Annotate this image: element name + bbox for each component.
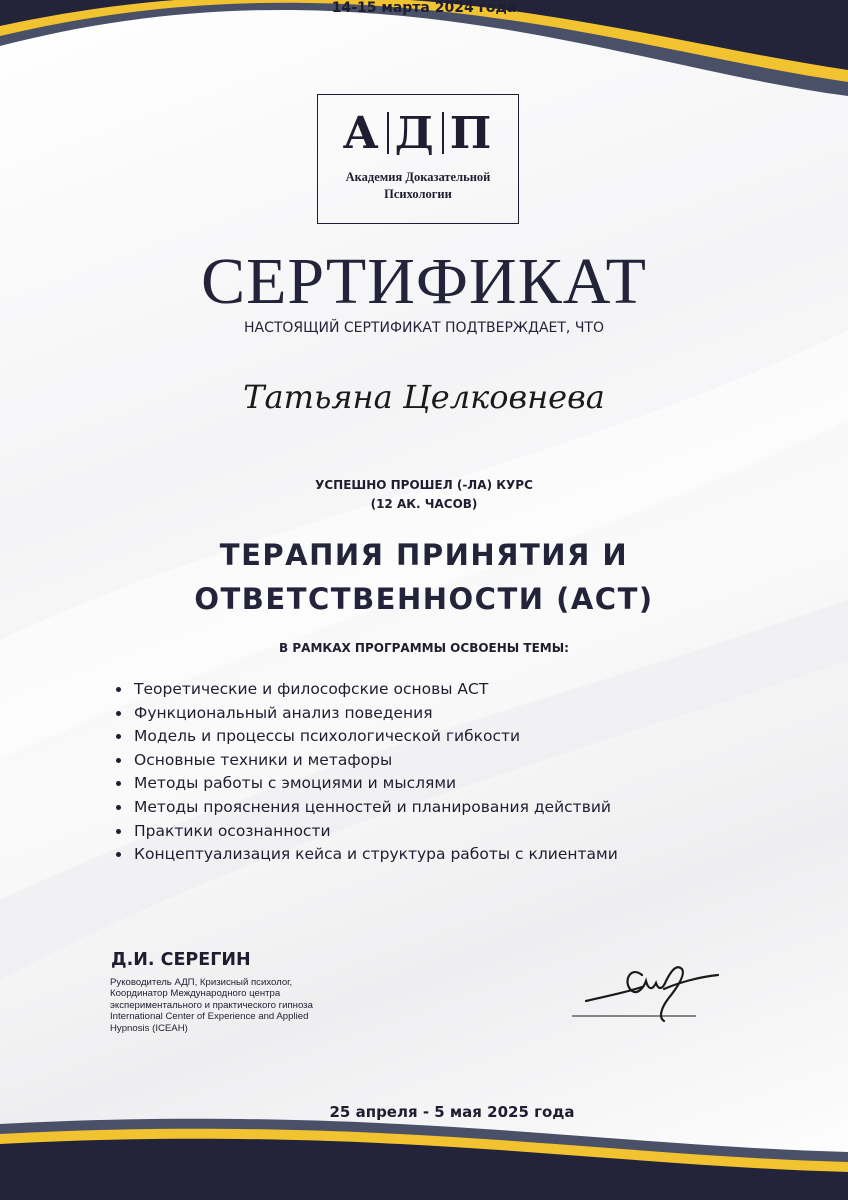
topic-item: • Методы работы с эмоциями и мыслями (132, 772, 618, 796)
topic-item: • Методы прояснения ценностей и планирования действий (132, 796, 618, 820)
certificate-subtitle: НАСТОЯЩИЙ СЕРТИФИКАТ ПОДТВЕРЖДАЕТ, ЧТО (243, 320, 604, 336)
header-date: 14-15 марта 2024 года (331, 0, 517, 16)
logo-divider (387, 112, 389, 154)
course-title (0, 533, 848, 621)
course-hours: (12 АК. ЧАСОВ) (370, 497, 478, 511)
signer-role: Руководитель АДП, Кризисный психолог, Координатор Международного центра экспериментального и практического гипноза International Center of Experience and Applied Hypnosis (ICEAH) (110, 977, 313, 1034)
topic-item: • Практики осознанности (132, 820, 618, 844)
logo-letter: А (342, 108, 381, 159)
logo-name: Академия Доказательной Психологии (345, 170, 491, 201)
topics-heading: В РАМКАХ ПРОГРАММЫ ОСВОЕНЫ ТЕМЫ: (279, 641, 569, 655)
recipient-name: Татьяна Целковнева (243, 378, 605, 416)
topic-item: • Теоретические и философские основы АСТ (132, 678, 618, 702)
certificate-title: СЕРТИФИКАТ (201, 245, 647, 318)
signature-image (572, 955, 722, 1030)
signer-name: Д.И. СЕРЕГИН (111, 950, 251, 970)
topic-item: • Основные техники и метафоры (132, 749, 618, 773)
footer-date: 25 апреля - 5 мая 2025 года (329, 1103, 575, 1121)
topics-list (114, 678, 618, 867)
course-title-line: ОТВЕТСТВЕННОСТИ (АСТ) (194, 582, 654, 616)
completion-statement (0, 476, 848, 514)
logo-letters (318, 109, 518, 159)
course-title-line: ТЕРАПИЯ ПРИНЯТИЯ И (219, 538, 629, 572)
academy-logo (317, 94, 519, 224)
logo-divider (442, 112, 444, 154)
logo-letter: Д (394, 108, 436, 159)
topic-item: • Функциональный анализ поведения (132, 702, 618, 726)
logo-letter: П (449, 108, 494, 159)
topic-item: • Концептуализация кейса и структура работы с клиентами (132, 843, 618, 867)
completion-line: УСПЕШНО ПРОШЕЛ (-ЛА) КУРС (315, 478, 533, 492)
topic-item: • Модель и процессы психологической гибкости (132, 725, 618, 749)
